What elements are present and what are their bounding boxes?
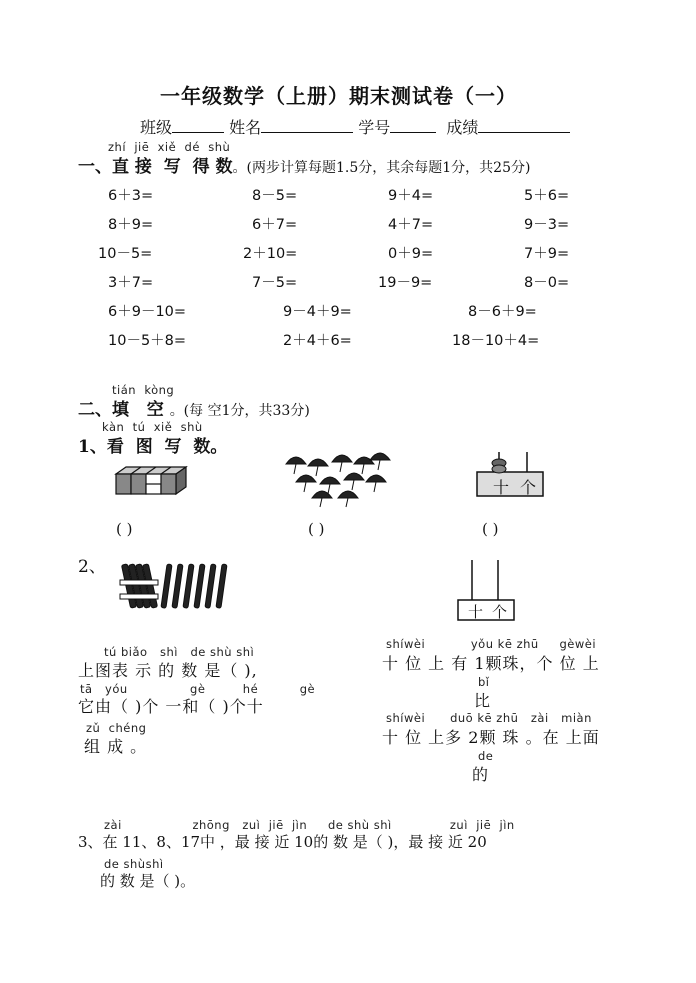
equation: 10－5＋8= [108,333,187,349]
equation: 3＋7= [108,275,154,291]
stick-bundle-image [120,560,230,615]
section1-heading: 一、直 接 写 得 数。(两步计算每题1.5分，其余每题1分，共25分) [78,157,531,177]
q3-pinyin-2: de shùshì [104,857,164,871]
equation: 9－4＋9= [283,304,352,320]
equation: 2＋10= [243,246,298,262]
abacus-label-ones: 个 [492,603,508,621]
q2-number: 2、 [78,557,106,577]
q3-pinyin: zài zhōng zuì jiē jìn de shù shì zuì jiē jìn [104,818,515,832]
abacus-label-ones: 个 [520,478,538,497]
q2-left-line-3: 组 成 。 [84,737,148,756]
equation: 6＋9－10= [108,304,187,320]
equation: 0＋9= [388,246,434,262]
equation: 10－5= [98,246,153,262]
equation: 7－5= [252,275,298,291]
equation: 4＋7= [388,217,434,233]
equation: 6＋7= [252,217,298,233]
score-field[interactable] [478,116,570,133]
class-label: 班级 [140,118,173,137]
q2-right-line-2: 比 [474,691,492,710]
q2-left-pinyin-1: tú biǎo shì de shù shì [104,645,255,659]
unit-cubes-image [110,462,190,502]
equation: 8－0= [524,275,570,291]
section2-heading: 二、填 空 。(每 空1分，共33分) [78,400,310,420]
equation: 8－6＋9= [468,304,537,320]
q2-right-pinyin-4: de [478,749,494,763]
equation: 19－9= [378,275,433,291]
abacus-label-tens: 十 [493,478,511,497]
q2-left-pinyin-3: zǔ chéng [86,721,147,735]
q2-left-pinyin-2: tā yóu gè hé gè [80,682,316,696]
class-field[interactable] [172,116,224,133]
equation: 2＋4＋6= [283,333,352,349]
umbrellas-image [282,452,392,507]
equation: 9－3= [524,217,570,233]
student-id-label: 学号 [358,118,391,137]
equation: 8－5= [252,188,298,204]
equation: 7＋9= [524,246,570,262]
q2-right-line-1: 十 位 上 有 1颗珠，个 位 上 [382,654,600,673]
student-info-line [140,115,570,138]
equation: 6＋3= [108,188,154,204]
abacus-label-tens: 十 [468,603,484,621]
q3-line-1: 3、在 11、8、17中 ，最 接 近 10的 数 是（ )，最 接 近 20 [78,833,487,851]
section1-pinyin: zhí jiē xiě dé shù [108,140,231,154]
q2-right-line-3: 十 位 上多 2颗 珠 。在 上面 [382,728,600,747]
q2-right-pinyin-1: shíwèi yǒu kē zhū gèwèi [386,637,597,651]
equation: 18－10＋4= [452,333,540,349]
student-id-field[interactable] [390,116,436,133]
page-title: 一年级数学（上册）期末测试卷（一） [160,84,517,108]
q3-line-2: 的 数 是（ )。 [100,872,196,890]
equation: 9＋4= [388,188,434,204]
equation: 5＋6= [524,188,570,204]
q1-heading: 1、看 图 写 数。 [78,437,228,457]
q2-right-pinyin-3: shíwèi duō kē zhū zài miàn [386,711,592,725]
q2-left-line-1: 上图表 示 的 数 是（ ), [78,661,258,680]
answer-blank[interactable]: ( ) [482,520,499,538]
name-label: 姓名 [229,118,262,137]
equation: 8＋9= [108,217,154,233]
section1-note: 。(两步计算每题1.5分，其余每题1分，共25分) [232,160,531,176]
section2-note: 。(每 空1分，共33分) [169,403,310,419]
q2-left-line-2: 它由（ )个 一和（ )个十 [78,697,264,716]
q1-pinyin: kàn tú xiě shù [102,420,203,434]
answer-blank[interactable]: ( ) [308,520,325,538]
name-field[interactable] [261,116,353,133]
section2-pinyin: tián kòng [112,383,175,397]
score-label: 成绩 [446,118,479,137]
q2-right-line-4: 的 [472,765,490,784]
answer-blank[interactable]: ( ) [116,520,133,538]
q2-right-pinyin-2: bǐ [478,675,490,689]
